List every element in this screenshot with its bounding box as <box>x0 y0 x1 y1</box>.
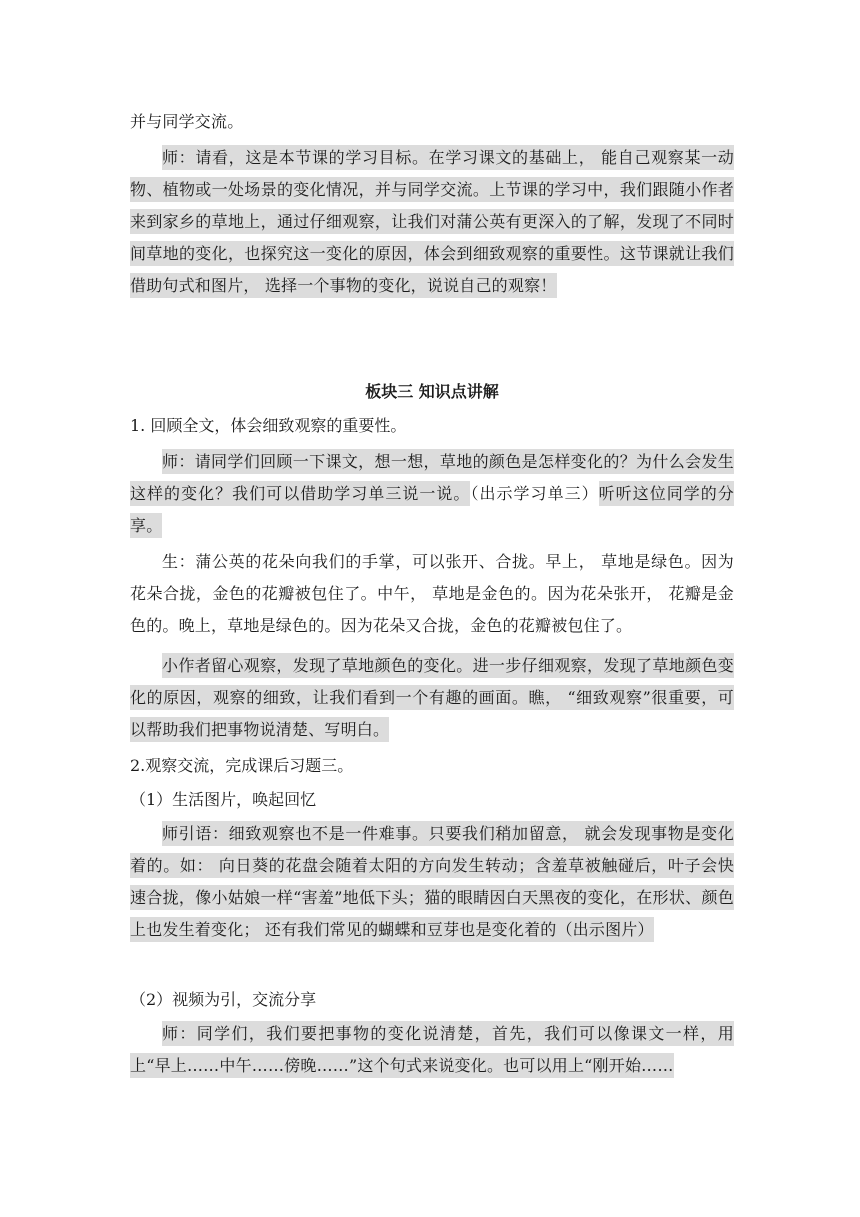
item-1-summary-text: 小作者留心观察，发现了草地颜色的变化。进一步仔细观察，发现了草地颜色变化的原因，观察的细致，让我们看到一个有趣的画面。瞧， “细致观察”很重要，可以帮助我们把事物说清楚、写明白。 <box>130 653 734 742</box>
item-1-summary-paragraph <box>130 650 734 746</box>
sub-1-teacher-text: 师引语：细致观察也不是一件难事。只要我们稍加留意， 就会发现事物是变化着的。如： 向日葵的花盘会随着太阳的方向发生转动；含羞草被触碰后，叶子会快速合拢，像小姑娘一样“害羞”地低下头；猫的眼睛因白天黑夜的变化，在形状、颜色上也发生着变化； 还有我们常见的蝴蝶和豆芽也是变化着的（出示图片） <box>130 821 734 942</box>
item-1-teacher-text-b: （出示学习单三） <box>470 484 599 503</box>
top-line-text: 并与同学交流。 <box>130 112 244 131</box>
item-2-heading: 2.观察交流，完成课后习题三。 <box>130 756 354 775</box>
item-1-student-text: 生：蒲公英的花朵向我们的手掌，可以张开、合拢。早上， 草地是绿色。因为花朵合拢，金色的花瓣被包住了。中午， 草地是金色的。因为花朵张开， 花瓣是金色的。晚上，草地是绿色的。因为花朵又合拢，金色的花瓣被包住了。 <box>130 552 734 635</box>
teacher-intro-text: 师：请看，这是本节课的学习目标。在学习课文的基础上， 能自己观察某一动物、植物或一处场景的变化情况，并与同学交流。上节课的学习中，我们跟随小作者来到家乡的草地上，通过仔细观察，让我们对蒲公英有更深入的了解，发现了不同时间草地的变化，也探究这一变化的原因，体会到细致观察的重要性。这节课就让我们借助句式和图片， 选择一个事物的变化，说说自己的观察！ <box>130 145 734 298</box>
item-1-teacher-text-c: 听听这位同学的分享。 <box>130 481 734 538</box>
item-1-heading: 1. 回顾全文，体会细致观察的重要性。 <box>130 416 407 435</box>
sub-1-teacher-paragraph <box>130 818 734 946</box>
section-title: 板块三 知识点讲解 <box>365 382 499 401</box>
top-line <box>130 106 734 138</box>
sub-2-heading: （2）视频为引，交流分享 <box>130 990 317 1009</box>
sub-1-heading: （1）生活图片，唤起回忆 <box>130 790 317 809</box>
item-1-teacher-paragraph <box>130 446 734 542</box>
sub-2-teacher-paragraph <box>130 1018 734 1082</box>
item-1-student-paragraph <box>130 546 734 642</box>
sub-2-teacher-text: 师：同学们，我们要把事物的变化说清楚，首先，我们可以像课文一样，用上“早上……中午……傍晚……”这个句式来说变化。也可以用上“刚开始…… <box>130 1021 734 1078</box>
item-1-teacher-text-a: 师：请同学们回顾一下课文，想一想，草地的颜色是怎样变化的？为什么会发生这样的变化？我们可以借助学习单三说一说。 <box>130 449 734 506</box>
teacher-intro-paragraph <box>130 142 734 302</box>
